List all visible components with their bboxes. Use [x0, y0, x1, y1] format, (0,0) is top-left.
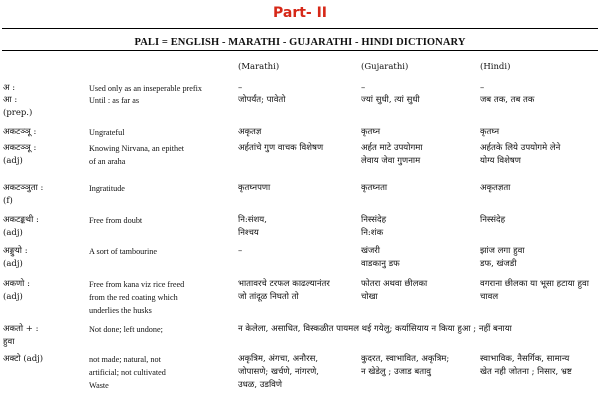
marathi-meaning-line: जोपर्यंत; पावेतो [238, 95, 286, 105]
hindi-meaning [480, 245, 525, 271]
gujarathi-meaning [361, 182, 387, 195]
gujarathi-meaning [361, 353, 449, 379]
gujarathi-meaning-line: – [361, 83, 366, 93]
gujarathi-meaning-line: खंजरी [361, 246, 380, 256]
hindi-meaning-line: कृतघ्न [480, 127, 500, 137]
hindi-meaning-line: वगराना छीलका या भूसा हटाया हुवा [480, 279, 589, 289]
marathi-meaning-line: भातावरचे टरफल काढल्यानंतर [238, 279, 330, 289]
english-meaning [89, 245, 157, 258]
marathi-meaning [238, 182, 270, 195]
headword-line: अ : [3, 83, 16, 93]
headword-line: अकणो : [3, 279, 30, 289]
hindi-meaning-line: अकृतज्ञता [480, 183, 511, 193]
marathi-meaning [238, 142, 323, 155]
gujarathi-meaning [361, 214, 386, 240]
headword [3, 142, 36, 168]
gujarathi-meaning-line: ज्यां सुधी, त्यां सुधी [361, 95, 420, 105]
english-meaning-line: A sort of tambourine [89, 247, 157, 256]
marathi-meaning-line: – [238, 83, 243, 93]
headword [3, 278, 30, 304]
marathi-meaning-line: कृतघ्नपणा [238, 183, 271, 193]
headword-line: अकटञ्ञुता : [3, 183, 44, 193]
gujarathi-meaning-line: न खेडेलु ; उजाड बतावु [361, 367, 431, 377]
hindi-meaning-line: अर्हतके लिये उपयोगमे लेने [480, 143, 561, 153]
dictionary-title: PALI = ENGLISH - MARATHI - GUJARATHI - HINDI DICTIONARY [134, 37, 466, 48]
english-meaning-line: Free from doubt [89, 216, 143, 225]
marathi-meaning-line: अर्हतांचे गुण वाचक विशेषण [238, 143, 324, 153]
headword-line: अङ्गुयो : [3, 246, 28, 256]
hindi-meaning [480, 94, 534, 107]
hindi-meaning-line: डफ, खंजडी [480, 259, 517, 269]
top-divider [2, 28, 598, 29]
marathi-meaning-line: जो तांदूळ निघतो तो [238, 292, 299, 302]
english-meaning-line: Not done; left undone; [89, 325, 163, 334]
hindi-meaning [480, 353, 572, 379]
english-meaning-line: Waste [89, 381, 109, 390]
english-meaning [89, 94, 139, 107]
gujarathi-meaning-line: निस्संदेह [361, 215, 387, 225]
hindi-meaning-line: योग्य विशेषण [480, 156, 521, 166]
gujarathi-meaning-line: अर्हत माटे उपयोगमा [361, 143, 423, 153]
marathi-meaning-line: – [238, 246, 243, 256]
english-meaning [89, 278, 184, 317]
headword [3, 245, 28, 271]
english-meaning [89, 126, 124, 139]
hindi-meaning-line: निस्संदेह [480, 215, 506, 225]
gujarathi-meaning-line: कुदरत, स्वाभावित, अकृत्रिम; [361, 354, 450, 364]
headword-line: (adj) [3, 156, 23, 166]
hindi-meaning [480, 214, 505, 227]
headword-line: अकटङ्कथी : [3, 215, 39, 225]
hindi-meaning [480, 142, 560, 168]
gujarathi-meaning [361, 94, 420, 107]
headword-line: अकटञ्ञू : [3, 143, 37, 153]
hindi-meaning [480, 182, 510, 195]
hindi-meaning-line: खेत नही जोतना ; निसार, भ्रष्ट [480, 367, 572, 377]
marathi-meaning-line: न केलेला, असाधित, विस्कळीत पायमल थई गयेलु; कर्यासियाय न किया हुआ ; नहीं बनाया [238, 324, 512, 334]
marathi-meaning [238, 278, 330, 304]
headword-line: अकतो + : [3, 324, 39, 334]
hindi-meaning-line: चावल [480, 292, 499, 302]
english-meaning [89, 214, 142, 227]
gujarathi-meaning-line: वाडकानु डफ [361, 259, 400, 269]
hindi-meaning [480, 278, 589, 304]
english-meaning-line: from the red coating which [89, 293, 178, 302]
marathi-meaning [238, 323, 512, 336]
marathi-meaning [238, 126, 261, 139]
gujarathi-meaning-line: चोखा [361, 292, 378, 302]
gujarathi-meaning [361, 278, 427, 304]
headword-line: अक्टो (adj) [3, 354, 44, 364]
english-meaning-line: Used only as an inseperable prefix [89, 84, 202, 93]
marathi-meaning-line: अकृतज्ञ [238, 127, 262, 137]
marathi-column-header: (Marathi) [238, 62, 280, 72]
marathi-meaning-line: जोपासणे; खर्चणे, नांगरणे, [238, 367, 319, 377]
headword-line: (adj) [3, 292, 23, 302]
english-meaning-line: artificial; not cultivated [89, 368, 166, 377]
english-meaning-line: Until : as far as [89, 96, 140, 105]
headword-line: (f) [3, 196, 13, 206]
headword [3, 353, 43, 366]
headword [3, 214, 39, 240]
english-meaning [89, 323, 163, 336]
marathi-meaning [238, 353, 319, 392]
marathi-meaning [238, 214, 267, 240]
gujarathi-meaning-line: लेवाय जेवा गुणनाम [361, 156, 421, 166]
english-meaning [89, 142, 184, 168]
headword-line: आ : [3, 95, 18, 105]
english-meaning-line: underlies the husks [89, 306, 152, 315]
english-meaning-line: Ingratitude [89, 184, 125, 193]
gujarathi-meaning-line: फोतरा अथवा छीलका [361, 279, 428, 289]
hindi-meaning-line: जब तक, तब तक [480, 95, 535, 105]
english-meaning [89, 182, 125, 195]
gujarathi-meaning-line: कृतघ्नता [361, 183, 388, 193]
headword-line: (adj) [3, 228, 23, 238]
title-divider [2, 50, 598, 51]
headword-line: (adj) [3, 259, 23, 269]
marathi-meaning-line: निश्चय [238, 228, 259, 238]
gujarathi-meaning-line: कृतघ्न [361, 127, 381, 137]
hindi-meaning-line: – [480, 83, 485, 93]
english-meaning-line: of an araha [89, 157, 126, 166]
gujarathi-column-header: (Gujarathi) [361, 62, 409, 72]
hindi-meaning-line: स्वाभाविक, नैसर्गिक, सामान्य [480, 354, 570, 364]
marathi-meaning [238, 94, 285, 107]
hindi-meaning-line: झांज लगा हुवा [480, 246, 525, 256]
headword-line: अकटञ्ञू : [3, 127, 37, 137]
gujarathi-meaning [361, 142, 423, 168]
marathi-meaning-line: अकृत्रिम, अंगचा, अनौरस, [238, 354, 319, 364]
headword [3, 182, 43, 208]
english-meaning-line: not made; natural, not [89, 355, 161, 364]
marathi-meaning [238, 245, 242, 258]
hindi-column-header: (Hindi) [480, 62, 511, 72]
hindi-meaning [480, 126, 499, 139]
english-meaning-line: Ungrateful [89, 128, 125, 137]
headword [3, 323, 38, 349]
gujarathi-meaning-line: नि:शंक [361, 228, 384, 238]
marathi-meaning-line: उधळ, उडविणे [238, 380, 283, 390]
gujarathi-meaning [361, 126, 380, 139]
headword [3, 126, 36, 139]
english-meaning-line: Free from kana viz rice freed [89, 280, 185, 289]
english-meaning-line: Knowing Nirvana, an epithet [89, 144, 185, 153]
gujarathi-meaning [361, 245, 400, 271]
headword-line: हुवा [3, 337, 15, 347]
marathi-meaning-line: नि:संशय, [238, 215, 267, 225]
headword [3, 94, 32, 120]
english-meaning [89, 353, 166, 392]
headword-line: (prep.) [3, 108, 33, 118]
part-title: Part- II [272, 5, 328, 21]
